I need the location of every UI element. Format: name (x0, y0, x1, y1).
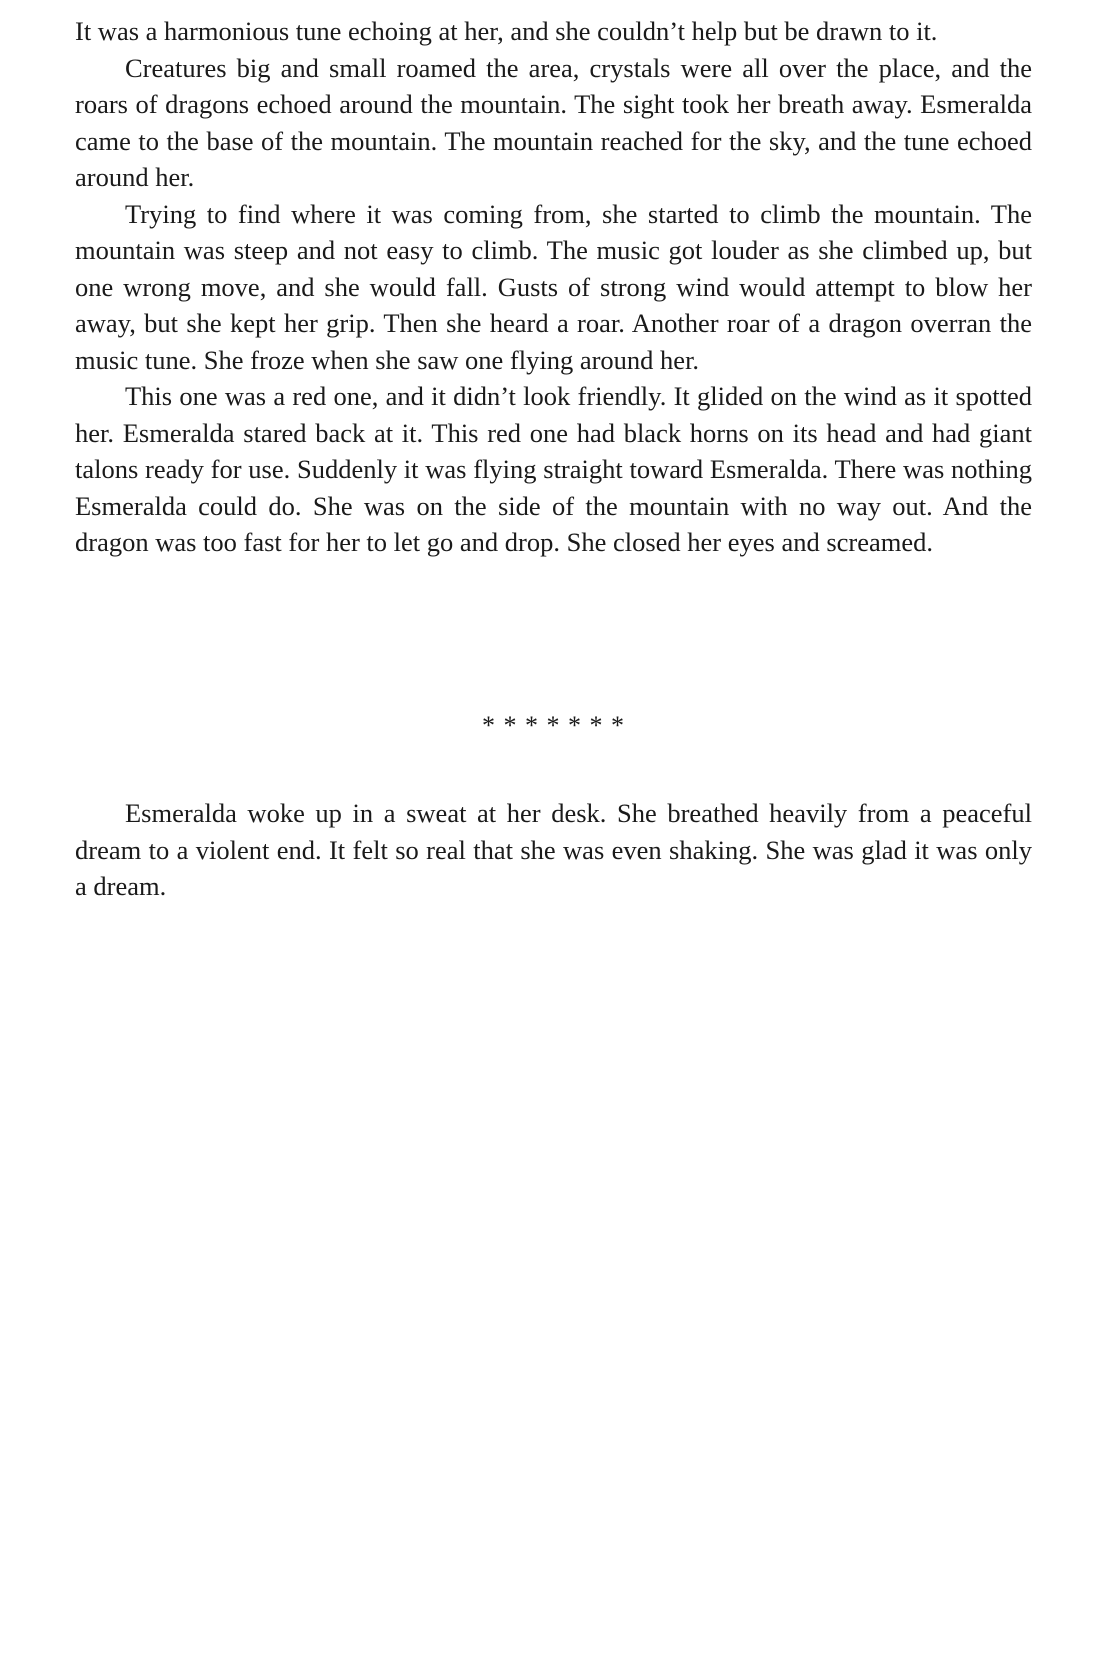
story-text-bottom (75, 795, 1032, 905)
paragraph-3: Trying to find where it was coming from, she started to climb the mountain. The mountain was steep and not easy to climb. The music got louder as she climbed up, but one wrong move, and she would fall. Gusts of strong wind would attempt to blow her away, but she kept her grip. Then she heard a roar. Another roar of a dragon overran the music tune. She froze when she saw one flying around her. (75, 198, 1032, 375)
scene-break-separator: * * * * * * * (482, 711, 625, 740)
paragraph-4: This one was a red one, and it didn’t look friendly. It glided on the wind as it spotted her. Esmeralda stared back at it. This red one had black horns on its head and had giant talons ready for use. Suddenly it was flying straight toward Esmeralda. There was nothing Esmeralda could do. She was on the side of the mountain with no way out. And the dragon was too fast for her to let go and drop. She closed her eyes and screamed. (75, 381, 1032, 557)
paragraph-5: Esmeralda woke up in a sweat at her desk. She breathed heavily from a peaceful dream to a violent end. It felt so real that she was even shaking. She was glad it was only a dream. (75, 798, 1032, 901)
story-text-top (75, 13, 1032, 561)
paragraph-1: It was a harmonious tune echoing at her, and she couldn’t help but be drawn to it. (75, 16, 938, 46)
paragraph-2: Creatures big and small roamed the area, crystals were all over the place, and the roars of dragons echoed around the mountain. The sight took her breath away. Esmeralda came to the base of the mountain. The mountain reached for the sky, and the tune echoed around her. (75, 52, 1032, 192)
